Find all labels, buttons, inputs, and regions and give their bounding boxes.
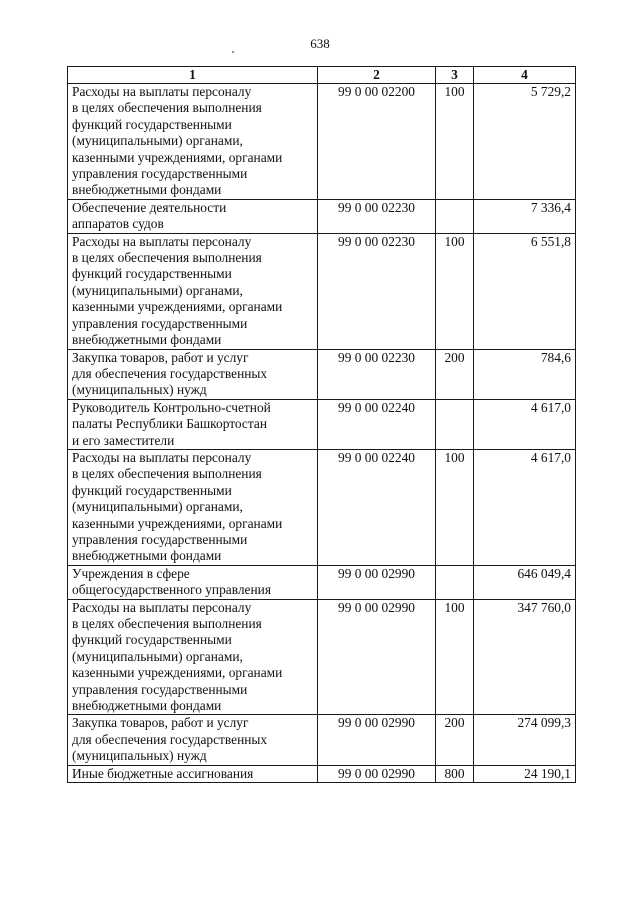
row-code: 99 0 00 02240 (318, 449, 436, 565)
table-row (68, 599, 576, 715)
row-code: 99 0 00 02990 (318, 599, 436, 715)
row-type: 100 (436, 84, 474, 200)
row-type: 200 (436, 715, 474, 765)
row-description: Иные бюджетные ассигнования (68, 765, 318, 782)
row-amount: 646 049,4 (474, 565, 576, 599)
row-type: 200 (436, 349, 474, 399)
table-row (68, 715, 576, 765)
row-amount: 4 617,0 (474, 449, 576, 565)
row-amount: 5 729,2 (474, 84, 576, 200)
table-row (68, 449, 576, 565)
row-description: Учреждения в сфере общегосударственного управления (68, 565, 318, 599)
column-header-code: 2 (318, 67, 436, 84)
table-row (68, 84, 576, 200)
row-code: 99 0 00 02990 (318, 765, 436, 782)
row-code: 99 0 00 02990 (318, 565, 436, 599)
row-code: 99 0 00 02230 (318, 199, 436, 233)
row-amount: 784,6 (474, 349, 576, 399)
row-description: Расходы на выплаты персоналу в целях обеспечения выполнения функций государственными (муниципальными) органами, казенными учреждениями, органами управления государственными внебюджетными фондами (68, 449, 318, 565)
row-type: 100 (436, 233, 474, 349)
row-amount: 274 099,3 (474, 715, 576, 765)
table-row (68, 399, 576, 449)
row-description: Закупка товаров, работ и услуг для обеспечения государственных (муниципальных) нужд (68, 715, 318, 765)
column-header-type: 3 (436, 67, 474, 84)
row-description: Руководитель Контрольно-счетной палаты Республики Башкортостан и его заместители (68, 399, 318, 449)
row-description: Расходы на выплаты персоналу в целях обеспечения выполнения функций государственными (муниципальными) органами, казенными учреждениями, органами управления государственными внебюджетными фондами (68, 599, 318, 715)
table-header-row (68, 67, 576, 84)
table-row (68, 233, 576, 349)
row-type (436, 399, 474, 449)
row-description: Закупка товаров, работ и услуг для обеспечения государственных (муниципальных) нужд (68, 349, 318, 399)
table-row (68, 565, 576, 599)
row-amount: 6 551,8 (474, 233, 576, 349)
row-code: 99 0 00 02230 (318, 233, 436, 349)
row-type: 100 (436, 599, 474, 715)
budget-table (67, 66, 576, 783)
row-description: Расходы на выплаты персоналу в целях обеспечения выполнения функций государственными (муниципальными) органами, казенными учреждениями, органами управления государственными внебюджетными фондами (68, 84, 318, 200)
scan-speck (232, 51, 234, 53)
row-amount: 24 190,1 (474, 765, 576, 782)
row-amount: 4 617,0 (474, 399, 576, 449)
row-description: Расходы на выплаты персоналу в целях обеспечения выполнения функций государственными (муниципальными) органами, казенными учреждениями, органами управления государственными внебюджетными фондами (68, 233, 318, 349)
page-number: 638 (310, 36, 330, 51)
row-type (436, 199, 474, 233)
row-amount: 347 760,0 (474, 599, 576, 715)
row-code: 99 0 00 02990 (318, 715, 436, 765)
column-header-description: 1 (68, 67, 318, 84)
table-row (68, 199, 576, 233)
row-type: 100 (436, 449, 474, 565)
row-code: 99 0 00 02230 (318, 349, 436, 399)
row-code: 99 0 00 02240 (318, 399, 436, 449)
row-code: 99 0 00 02200 (318, 84, 436, 200)
table-row (68, 349, 576, 399)
row-amount: 7 336,4 (474, 199, 576, 233)
row-type: 800 (436, 765, 474, 782)
row-type (436, 565, 474, 599)
column-header-amount: 4 (474, 67, 576, 84)
row-description: Обеспечение деятельности аппаратов судов (68, 199, 318, 233)
table-row (68, 765, 576, 782)
